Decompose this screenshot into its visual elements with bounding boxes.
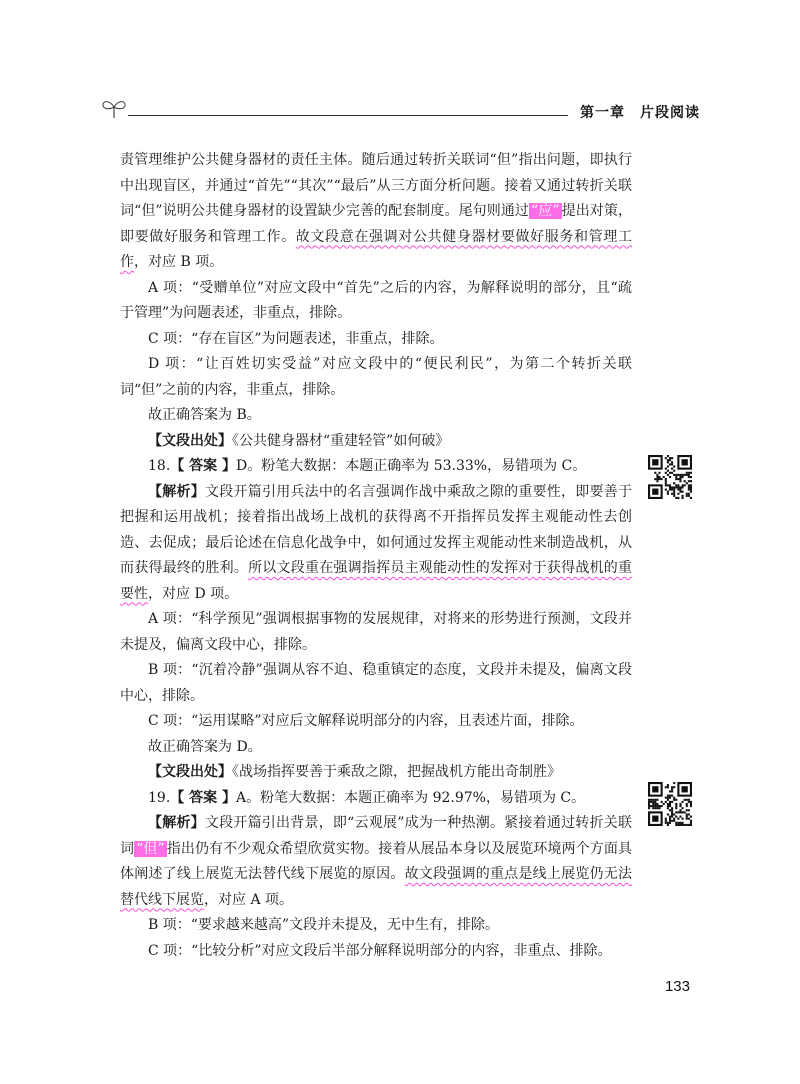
- answer-label: 【 答案 】: [170, 458, 237, 474]
- q18-option-c: C 项：“运用谋略”对应后文解释说明部分的内容，且表述片面，排除。: [148, 713, 584, 729]
- source-title: 《战场指挥要善于乘敌之隙，把握战机方能出奇制胜》: [232, 764, 561, 780]
- paragraph-continued: [120, 148, 632, 276]
- q18-answer: [120, 454, 632, 480]
- underlined-conclusion: 所以文段重在强调指挥员主观能动性的发挥对于获得战机的重要性: [120, 560, 633, 602]
- text: 指出仍有不少观众希望欣赏实物。接着从展品本身以及展览环境两个方面具体阐述了线上展览无法替代线下展览的原因。: [120, 840, 633, 882]
- answer-label: 【 答案 】: [170, 789, 237, 806]
- chapter-title: 第一章 片段阅读: [580, 105, 700, 121]
- q18-conclusion: 故正确答案为 D。: [148, 738, 262, 755]
- q17-option-a: A 项：“受赠单位”对应文段中“首先”之后的内容，为解释说明的部分，且“疏于管理”为问题表述，非重点，排除。: [120, 279, 632, 321]
- text: ，对应 B 项。: [134, 254, 224, 270]
- text: 提出对策，即要做好服务和管理工作。: [120, 203, 632, 245]
- source-title: 《公共健身器材“重建轻管”如何破》: [232, 432, 450, 449]
- source-label: 【文段出处】: [148, 764, 232, 780]
- q17-option-c: C 项：“存在盲区”为问题表述，非重点，排除。: [148, 330, 444, 347]
- source-label: 【文段出处】: [148, 432, 232, 449]
- analysis-label: 【解析】: [148, 483, 205, 500]
- answer-text: A。粉笔大数据：本题正确率为 92.97%，易错项为 C。: [236, 789, 586, 806]
- q19-analysis: [120, 811, 632, 913]
- highlight-keyword: “但”: [136, 840, 165, 857]
- answer-text: D。粉笔大数据：本题正确率为 53.33%，易错项为 C。: [236, 458, 587, 474]
- q18-analysis: [120, 480, 632, 608]
- sprout-icon: [100, 96, 128, 120]
- qr-code-icon[interactable]: [648, 455, 692, 499]
- text: ，对应 D 项。: [148, 585, 239, 602]
- underlined-conclusion: 故文段意在强调对公共健身器材要做好服务和管理工作: [120, 228, 632, 270]
- q18-source: [120, 760, 632, 786]
- q19-option-c: C 项：“比较分析”对应文段后半部分解释说明部分的内容，非重点、排除。: [148, 942, 612, 959]
- question-number: 19.: [148, 789, 171, 806]
- q17-source: [120, 429, 632, 455]
- underlined-conclusion: 故文段强调的重点是线上展览仍无法替代线下展览: [120, 866, 633, 908]
- text: 责管理维护公共健身器材的责任主体。随后通过转折关联词“但”指出问题，即执行中出现盲区，并通过“首先”“其次”“最后”从三方面分析问题。接着又通过转折关联词“但”说明公共健身器材的设置缺少完善的配套制度。尾句则通过: [120, 152, 632, 219]
- text: ，对应 A 项。: [204, 891, 294, 908]
- analysis-label: 【解析】: [148, 815, 205, 831]
- page-header: [100, 96, 700, 128]
- header-rule: [128, 115, 568, 116]
- q19-answer: [120, 786, 632, 812]
- q17-conclusion: 故正确答案为 B。: [148, 407, 261, 423]
- q19-option-b: B 项：“要求越来越高”文段并未提及，无中生有，排除。: [148, 917, 500, 933]
- qr-code-icon[interactable]: [648, 782, 692, 826]
- highlight-keyword: “应”: [531, 203, 560, 219]
- q18-option-a: A 项：“科学预见”强调根据事物的发展规律，对将来的形势进行预测，文段并未提及，偏离文段中心，排除。: [120, 611, 632, 653]
- q17-option-d: D 项：“让百姓切实受益”对应文段中的“便民利民”，为第二个转折关联词“但”之前的内容，非重点，排除。: [120, 356, 632, 398]
- text: 文段开篇引用兵法中的名言强调作战中乘敌之隙的重要性，即要善于把握和运用战机；接着指出战场上战机的获得离不开指挥员发挥主观能动性去创造、去促成；最后论述在信息化战争中，如何通过发挥主观能动性来制造战机，从而获得最终的胜利。: [120, 483, 633, 576]
- page-number: 133: [664, 978, 690, 995]
- question-number: 18.: [148, 458, 171, 474]
- text: 文段开篇引出背景，即“云观展”成为一种热潮。紧接着通过转折关联词: [120, 815, 632, 857]
- q18-option-b: B 项：“沉着冷静”强调从容不迫、稳重镇定的态度，文段并未提及，偏离文段中心，排除。: [120, 662, 632, 704]
- page-body: [120, 148, 632, 964]
